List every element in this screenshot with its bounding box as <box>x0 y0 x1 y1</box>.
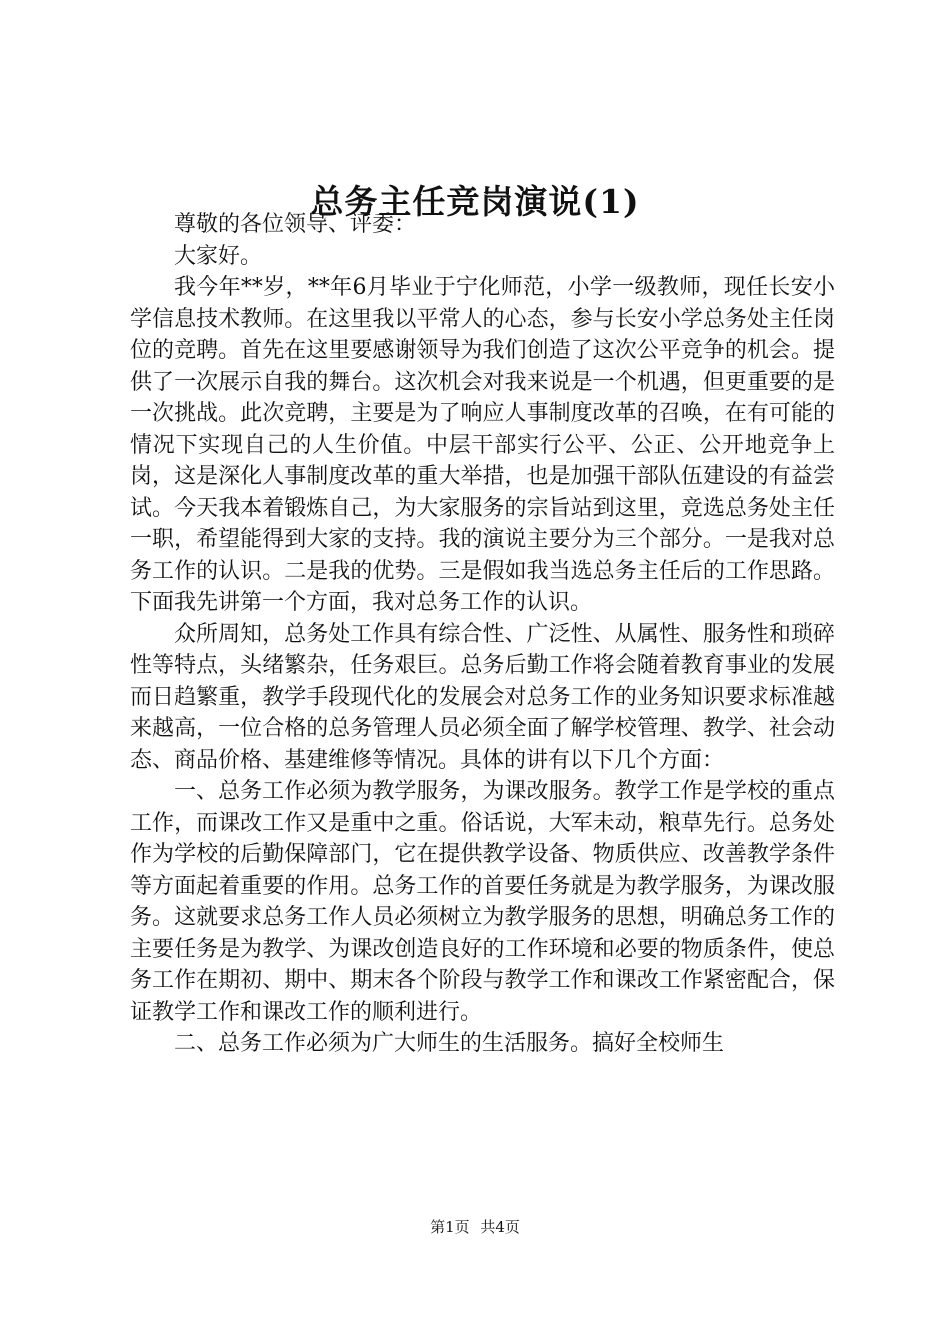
salutation: 尊敬的各位领导、评委： <box>174 212 417 237</box>
greeting: 大家好。 <box>174 243 263 269</box>
document-body <box>130 209 835 1060</box>
paragraph-point-two: 二、总务工作必须为广大师生的生活服务。搞好全校师生 <box>174 1031 725 1056</box>
paragraph-point-one: 一、总务工作必须为教学服务，为课改服务。教学工作是学校的重点工作，而课改工作又是重中之重。俗话说，大军未动，粮草先行。总务处作为学校的后勤保障部门，它在提供教学设备、物质供应、改善教学条件等方面起着重要的作用。总务工作的首要任务就是为教学服务，为课改服务。这就要求总务工作人员必须树立为教学服务的思想，明确总务工作的主要任务是为教学、为课改创造良好的工作环境和必要的物质条件，使总务工作在期初、期中、期末各个阶段与教学工作和课改工作紧密配合，保证教学工作和课改工作的顺利进行。 <box>130 779 835 1025</box>
page-total: 共4页 <box>480 1218 520 1236</box>
paragraph-understanding: 众所周知，总务处工作具有综合性、广泛性、从属性、服务性和琐碎性等特点，头绪繁杂，任务艰巨。总务后勤工作将会随着教育事业的发展而日趋繁重，教学手段现代化的发展会对总务工作的业务知识要求标准越来越高，一位合格的总务管理人员必须全面了解学校管理、教学、社会动态、商品价格、基建维修等情况。具体的讲有以下几个方面： <box>130 621 835 773</box>
page-footer <box>0 1217 950 1237</box>
document-title: 总务主任竞岗演说(1) <box>310 182 640 221</box>
paragraph-intro: 我今年**岁，**年6月毕业于宁化师范，小学一级教师，现任长安小学信息技术教师。在这里我以平常人的心态，参与长安小学总务处主任岗位的竞聘。首先在这里要感谢领导为我们创造了这次公平竞争的机会。提供了一次展示自我的舞台。这次机会对我来说是一个机遇，但更重要的是一次挑战。此次竞聘，主要是为了响应人事制度改革的召唤，在有可能的情况下实现自己的人生价值。中层干部实行公平、公正、公开地竞争上岗，这是深化人事制度改革的重大举措，也是加强干部队伍建设的有益尝试。今天我本着锻炼自己，为大家服务的宗旨站到这里，竞选总务处主任一职，希望能得到大家的支持。我的演说主要分为三个部分。一是我对总务工作的认识。二是我的优势。三是假如我当选总务主任后的工作思路。下面我先讲第一个方面，我对总务工作的认识。 <box>130 275 835 615</box>
page-number: 第1页 <box>430 1218 470 1236</box>
